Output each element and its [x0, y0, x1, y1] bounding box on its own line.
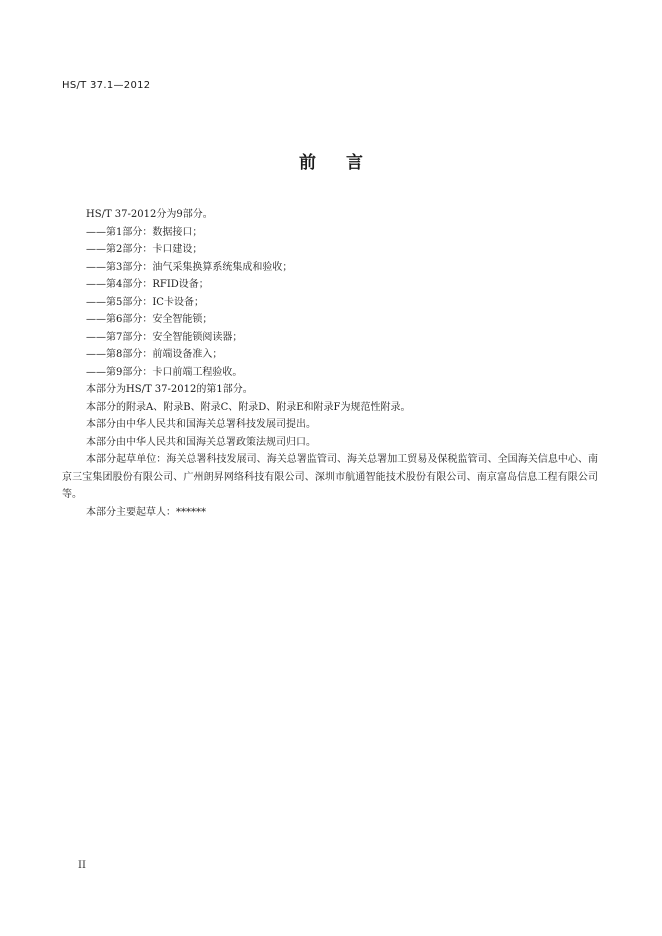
- page-number: II: [78, 860, 86, 871]
- paragraph-annexes: 本部分的附录A、附录B、附录C、附录D、附录E和附录F为规范性附录。: [86, 401, 411, 413]
- paragraph-drafters: 本部分主要起草人：******: [86, 506, 206, 518]
- list-item-part-2: ——第2部分：卡口建设；: [86, 244, 203, 255]
- list-item-part-4: ——第4部分：RFID设备；: [86, 279, 209, 290]
- list-item-part-5: ——第5部分：IC卡设备；: [86, 296, 204, 308]
- list-item-part-8: ——第8部分：前端设备准入；: [86, 349, 223, 360]
- paragraph-intro: HS/T 37-2012分为9部分。: [86, 209, 213, 220]
- list-item-part-1: ——第1部分：数据接口；: [86, 226, 203, 238]
- paragraph-part-statement: 本部分为HS/T 37-2012的第1部分。: [86, 384, 253, 395]
- list-item-part-7: ——第7部分：安全智能锁阅读器；: [86, 331, 243, 343]
- document-code: HS/T 37.1—2012: [62, 80, 151, 91]
- list-item-part-6: ——第6部分：安全智能锁；: [86, 314, 213, 325]
- paragraph-proposed-by: 本部分由中华人民共和国海关总署科技发展司提出。: [86, 419, 316, 430]
- paragraph-centralized-by: 本部分由中华人民共和国海关总署政策法规司归口。: [86, 436, 316, 448]
- title-char-2: 言: [346, 153, 363, 173]
- list-item-part-9: ——第9部分：卡口前端工程验收。: [86, 366, 243, 378]
- page-title: [0, 148, 662, 173]
- title-char-1: 前: [299, 153, 316, 173]
- list-item-part-3: ——第3部分：油气采集换算系统集成和验收；: [86, 261, 293, 273]
- paragraph-drafting-units: 本部分起草单位：海关总署科技发展司、海关总署监管司、海关总署加工贸易及保税监管司、全国海关信息中心、南京三宝集团股份有限公司、广州朗昇网络科技有限公司、深圳市航通智能技术股份有限公司、南京富岛信息工程有限公司等。: [62, 454, 598, 500]
- foreword-body: [62, 206, 598, 521]
